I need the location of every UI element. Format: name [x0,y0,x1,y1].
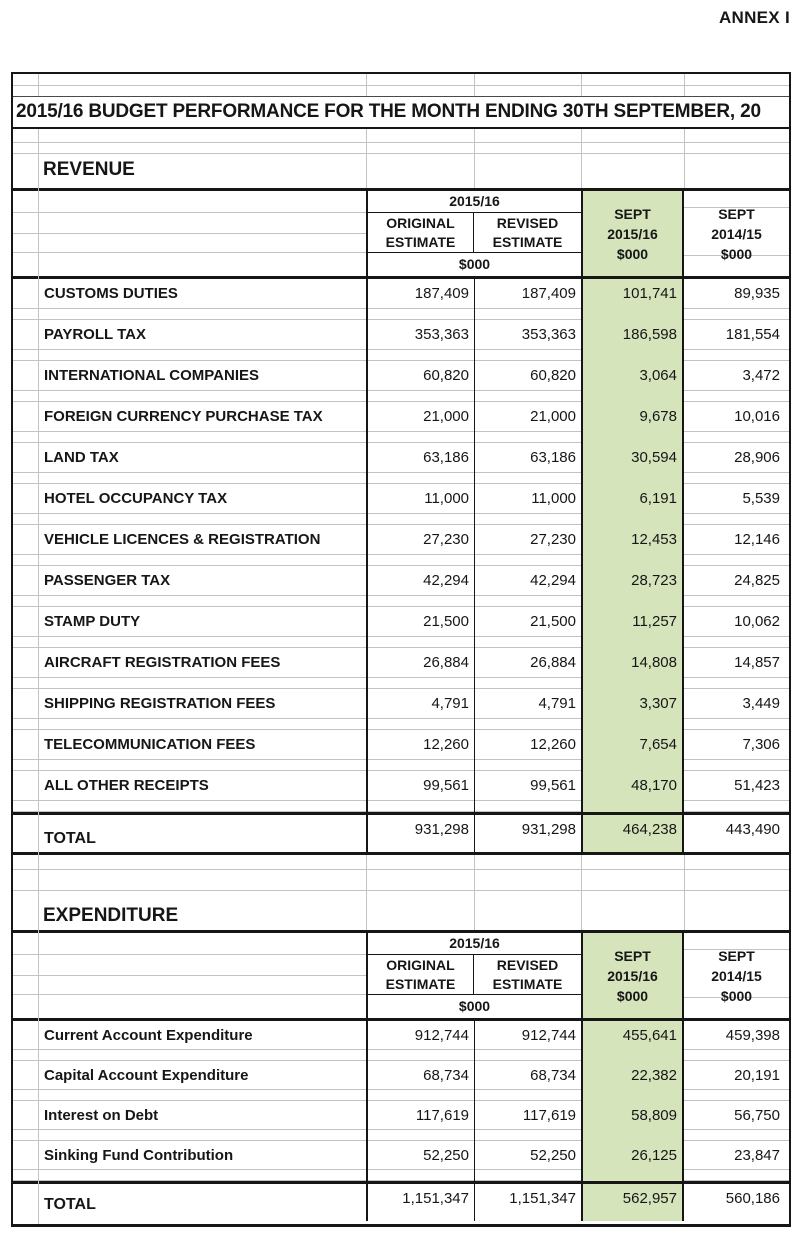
cell-sept-prior: 181,554 [725,326,780,343]
revenue-table-body [13,279,789,812]
table-row [13,1061,789,1101]
header-sept-prior-line1: SEPT [718,205,755,222]
gridline-vertical [38,74,39,1224]
header-year-group: 2015/16 [366,933,581,955]
row-label: AIRCRAFT REGISTRATION FEES [44,654,281,671]
table-row [13,771,789,812]
gridline-horizontal [13,153,789,154]
cell-revised: 27,230 [474,525,581,566]
revenue-section-heading: REVENUE [43,159,135,180]
cell-sept-prior: 3,449 [742,695,780,712]
row-label: CUSTOMS DUTIES [44,285,178,302]
row-label: INTERNATIONAL COMPANIES [44,367,260,384]
expenditure-section-heading: EXPENDITURE [43,905,179,926]
cell-sept-current: 30,594 [581,443,684,484]
table-row [13,566,789,607]
row-label: HOTEL OCCUPANCY TAX [44,490,228,507]
table-row [13,279,789,320]
cell-revised: 68,734 [474,1061,581,1101]
header-sept-prior-units: $000 [720,245,753,262]
gridline-vertical [581,74,582,188]
cell-original: 187,409 [366,279,474,320]
table-row [13,1021,789,1061]
gridline-vertical [474,855,475,930]
cell-revised: 117,619 [474,1101,581,1141]
cell-revised: 912,744 [474,1021,581,1061]
revenue-total-row [13,815,789,855]
row-label: Current Account Expenditure [44,1027,253,1044]
cell-sept-current: 562,957 [581,1184,684,1221]
expenditure-total-row [13,1184,789,1221]
gridline-vertical [366,855,367,930]
header-label-area [13,933,366,1018]
row-label: Capital Account Expenditure [44,1067,249,1084]
header-sept-current [581,191,684,276]
cell-sept-current: 58,809 [581,1101,684,1141]
table-row [13,443,789,484]
row-label: LAND TAX [44,449,119,466]
table-row [13,689,789,730]
cell-sept-current: 26,125 [581,1141,684,1181]
cell-sept-prior: 23,847 [734,1147,780,1164]
table-row [13,648,789,689]
cell-original: 353,363 [366,320,474,361]
gridline-vertical [474,74,475,188]
header-sept-current-units: $000 [616,245,649,262]
gap-area [13,855,789,930]
cell-sept-current: 455,641 [581,1021,684,1061]
cell-revised: 11,000 [474,484,581,525]
header-sept-current [581,933,684,1018]
cell-revised: 21,000 [474,402,581,443]
cell-sept-prior: 3,472 [742,367,780,384]
gridline-horizontal [13,85,789,86]
cell-revised: 1,151,347 [474,1184,581,1221]
header-original-line1: ORIGINAL [386,214,455,231]
cell-sept-prior: 20,191 [734,1067,780,1084]
row-label: ALL OTHER RECEIPTS [44,777,209,794]
table-row [13,484,789,525]
gridline-horizontal [13,890,789,891]
row-label: FOREIGN CURRENCY PURCHASE TAX [44,408,323,425]
header-original-line2: ESTIMATE [385,233,456,250]
cell-original: 4,791 [366,689,474,730]
report-title: 2015/16 BUDGET PERFORMANCE FOR THE MONTH ENDING 30TH SEPTEMBER, 20 [13,96,789,129]
row-label: SHIPPING REGISTRATION FEES [44,695,276,712]
cell-sept-current: 9,678 [581,402,684,443]
cell-sept-prior: 5,539 [742,490,780,507]
header-revised-line1: REVISED [496,214,559,231]
cell-sept-prior: 7,306 [742,736,780,753]
cell-sept-current: 186,598 [581,320,684,361]
cell-original: 63,186 [366,443,474,484]
header-revised-estimate [474,955,581,995]
cell-revised: 63,186 [474,443,581,484]
cell-sept-current: 22,382 [581,1061,684,1101]
budget-sheet [11,72,791,1227]
table-row [13,361,789,402]
table-row [13,402,789,443]
cell-revised: 42,294 [474,566,581,607]
cell-sept-prior: 10,016 [734,408,780,425]
gridline-horizontal [13,142,789,143]
gridline-horizontal [13,869,789,870]
row-label: STAMP DUTY [44,613,141,630]
row-label: Sinking Fund Contribution [44,1147,234,1164]
header-revised-estimate [474,213,581,253]
header-sept-current-units: $000 [616,987,649,1004]
cell-revised: 60,820 [474,361,581,402]
cell-sept-prior: 443,490 [725,821,780,838]
cell-original: 26,884 [366,648,474,689]
gridline-vertical [366,74,367,188]
cell-original: 42,294 [366,566,474,607]
cell-original: 27,230 [366,525,474,566]
cell-sept-prior: 51,423 [734,777,780,794]
header-sept-prior [684,933,789,1018]
cell-sept-prior: 24,825 [734,572,780,589]
header-original-line2: ESTIMATE [385,975,456,992]
row-label: PAYROLL TAX [44,326,146,343]
header-original-estimate [366,955,474,995]
cell-sept-current: 7,654 [581,730,684,771]
header-sept-prior-line2: 2014/15 [711,225,762,242]
cell-original: 60,820 [366,361,474,402]
total-label: TOTAL [44,830,96,847]
header-sept-prior [684,191,789,276]
cell-revised: 931,298 [474,815,581,852]
header-revised-line1: REVISED [496,956,559,973]
header-sept-prior-units: $000 [720,987,753,1004]
cell-original: 117,619 [366,1101,474,1141]
row-label: VEHICLE LICENCES & REGISTRATION [44,531,321,548]
cell-sept-prior: 56,750 [734,1107,780,1124]
table-row [13,525,789,566]
cell-sept-current: 464,238 [581,815,684,852]
cell-original: 912,744 [366,1021,474,1061]
header-original-estimate [366,213,474,253]
cell-revised: 353,363 [474,320,581,361]
header-sept-prior-line2: 2014/15 [711,967,762,984]
cell-sept-prior: 14,857 [734,654,780,671]
header-sept-current-line1: SEPT [614,947,651,964]
table-row [13,320,789,361]
total-label: TOTAL [44,1196,96,1213]
cell-sept-prior: 10,062 [734,613,780,630]
table-row [13,607,789,648]
header-sept-prior-line1: SEPT [718,947,755,964]
cell-sept-current: 12,453 [581,525,684,566]
table-row [13,1141,789,1181]
cell-original: 52,250 [366,1141,474,1181]
cell-revised: 187,409 [474,279,581,320]
title-area [13,74,789,188]
row-label: PASSENGER TAX [44,572,171,589]
cell-original: 21,000 [366,402,474,443]
table-row [13,730,789,771]
row-label: Interest on Debt [44,1107,159,1124]
cell-sept-current: 28,723 [581,566,684,607]
cell-original: 21,500 [366,607,474,648]
cell-original: 68,734 [366,1061,474,1101]
expenditure-table-header [13,930,789,1021]
table-row [13,1101,789,1141]
cell-sept-current: 14,808 [581,648,684,689]
cell-sept-prior: 28,906 [734,449,780,466]
cell-original: 1,151,347 [366,1184,474,1221]
header-year-group: 2015/16 [366,191,581,213]
cell-sept-current: 48,170 [581,771,684,812]
gridline-vertical [684,855,685,930]
header-label-area [13,191,366,276]
cell-sept-current: 101,741 [581,279,684,320]
cell-revised: 26,884 [474,648,581,689]
gridline-vertical [581,855,582,930]
cell-original: 931,298 [366,815,474,852]
header-original-line1: ORIGINAL [386,956,455,973]
gridline-vertical [684,74,685,188]
annex-label: ANNEX I [718,8,790,27]
row-label: TELECOMMUNICATION FEES [44,736,256,753]
expenditure-table-body [13,1021,789,1181]
header-sept-current-line1: SEPT [614,205,651,222]
cell-original: 12,260 [366,730,474,771]
revenue-table-header [13,188,789,279]
cell-sept-current: 3,064 [581,361,684,402]
header-revised-line2: ESTIMATE [492,975,563,992]
header-sept-current-line2: 2015/16 [607,967,658,984]
cell-sept-current: 6,191 [581,484,684,525]
cell-sept-current: 11,257 [581,607,684,648]
cell-revised: 12,260 [474,730,581,771]
cell-original: 99,561 [366,771,474,812]
cell-original: 11,000 [366,484,474,525]
header-revised-line2: ESTIMATE [492,233,563,250]
cell-sept-prior: 89,935 [734,285,780,302]
header-units: $000 [366,253,581,276]
cell-revised: 21,500 [474,607,581,648]
header-units: $000 [366,995,581,1018]
header-sept-current-line2: 2015/16 [607,225,658,242]
cell-revised: 99,561 [474,771,581,812]
cell-sept-prior: 560,186 [725,1190,780,1207]
cell-sept-prior: 12,146 [734,531,780,548]
cell-revised: 52,250 [474,1141,581,1181]
cell-revised: 4,791 [474,689,581,730]
cell-sept-prior: 459,398 [725,1027,780,1044]
cell-sept-current: 3,307 [581,689,684,730]
